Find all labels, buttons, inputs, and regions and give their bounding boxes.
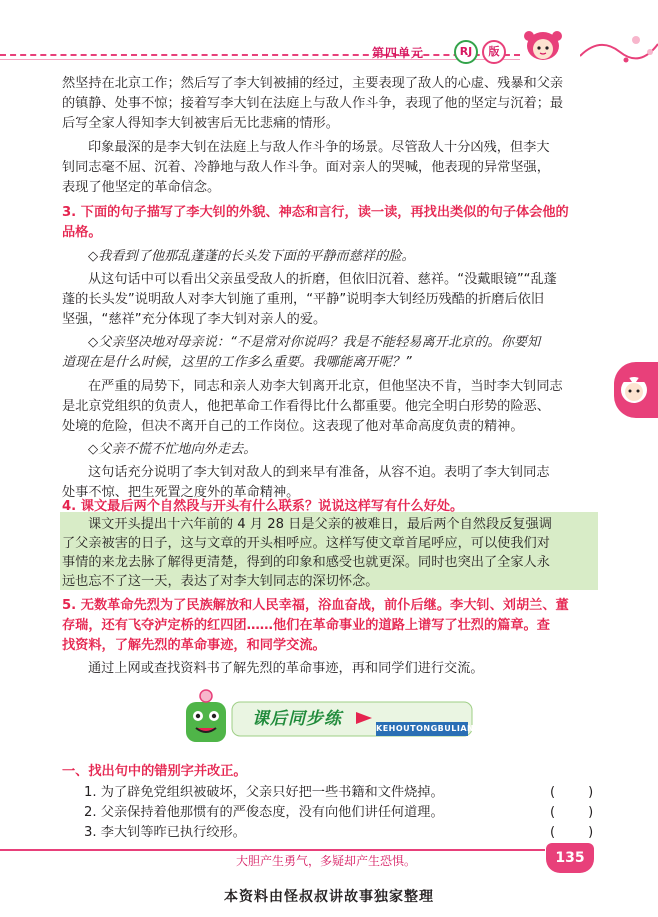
monster-mascot-icon [186,690,226,742]
text-line: 事情的来龙去脉了解得更清楚，得到的印象和感受也就更深。同时也突出了全家人永 [62,555,550,570]
girl-face-icon [614,362,658,418]
quote-sentence: ◇我看到了他那乱蓬蓬的长头发下面的平静而慈祥的脸。 [88,249,415,264]
answer-blank[interactable]: ( ) [550,785,594,800]
sync-practice-title: 课后同步练 [252,709,342,729]
question-5-title-cont: 找资料，了解先烈的革命事迹，和同学交流。 [62,638,326,653]
text-line: 然坚持在北京工作；然后写了李大钊被捕的经过，主要表现了敌人的心虚、残暴和父亲 [62,76,564,91]
text-line: 的镇静、处事不惊；接着写李大钊在法庭上与敌人作斗争，表现了他的坚定与沉着；最 [62,96,564,111]
text-line: 表现了他坚定的革命信念。 [62,180,221,195]
exercise-item: 3. 李大钊等昨已执行绞形。 [84,825,246,840]
text-line: 在严重的局势下，同志和亲人劝李大钊离开北京，但他坚决不肯，当时李大钊同志 [88,379,563,394]
unit-label: 第四单元 [372,46,425,60]
text-line: 从这句话中可以看出父亲虽受敌人的折磨，但依旧沉着、慈祥。“没戴眼镜”“乱蓬 [88,272,557,287]
text-line: 远也忘不了这一天，表达了对李大钊同志的深切怀念。 [62,574,379,589]
question-5-title-cont: 存瑞，还有飞夺泸定桥的红四团……他们在革命事业的道路上谱写了壮烈的篇章。查 [62,618,550,633]
question-3-title: 3. 下面的句子描写了李大钊的外貌、神态和言行，读一读，再找出类似的句子体会他的 [62,205,569,220]
quote-sentence: ◇父亲不慌不忙地向外走去。 [88,442,257,457]
girl-mascot-icon [515,22,571,68]
exercise-item: 2. 父亲保持着他那惯有的严俊态度，没有向他们讲任何道理。 [84,805,444,820]
text-line: 印象最深的是李大钊在法庭上与敌人作斗争的场景。尽管敌人十分凶残，但李大 [88,140,550,155]
question-3-title-cont: 品格。 [62,225,102,240]
header-rule [0,59,520,60]
text-line: 处境的危险，但决不离开自己的工作岗位。这表现了他对革命高度负责的精神。 [62,419,524,434]
exercise-title: 一、找出句中的错别字并改正。 [62,764,247,779]
text-line: 是北京党组织的负责人，他把革命工作看得比什么都重要。他完全明白形势的险恶、 [62,399,550,414]
text-line: 处事不惊、把生死置之度外的革命精神。 [62,485,300,500]
question-5-title: 5. 无数革命先烈为了民族解放和人民幸福，浴血奋战，前仆后继。李大钊、刘胡兰、董 [62,598,569,613]
footer-rule [0,849,545,851]
edition-badge-rj: RJ [454,40,478,64]
side-tab [614,362,658,418]
text-line: 这句话充分说明了李大钊对敌人的到来早有准备，从容不迫。表明了李大钊同志 [88,465,550,480]
header-dashed-line [0,54,520,56]
question-4-title: 4. 课文最后两个自然段与开头有什么联系？说说这样写有什么好处。 [62,499,464,514]
edition-badge-ban: 版 [482,40,506,64]
text-line: 了父亲被害的日子，这与文章的开头相呼应。这样写使文章首尾呼应，可以使我们对 [62,536,550,551]
source-note: 本资料由怪叔叔讲故事独家整理 [224,889,434,905]
text-line: 后写全家人得知李大钊被害后无比悲痛的情形。 [62,116,339,131]
footer-quote: 大胆产生勇气，多疑却产生恐惧。 [236,854,417,868]
text-line: 课文开头提出十六年前的 4 月 28 日是父亲的被难日，最后两个自然段反复强调 [88,517,552,532]
text-line: 钊同志毫不屈、沉着、冷静地与敌人作斗争。面对亲人的哭喊，他表现的异常坚强， [62,160,550,175]
quote-sentence-cont: 道现在是什么时候，这里的工作多么重要。我哪能离开呢？” [62,355,412,370]
quote-sentence: ◇父亲坚决地对母亲说：“不是常对你说吗？我是不能轻易离开北京的。你要知 [88,335,541,350]
text-line: 蓬的长头发”说明敌人对李大钊施了重刑，“平静”说明李大钊经历残酷的折磨后依旧 [62,292,545,307]
text-line: 通过上网或查找资料书了解先烈的革命事迹，再和同学们进行交流。 [88,661,484,676]
exercise-item: 1. 为了辟免党组织被破坏，父亲只好把一些书籍和文件烧掉。 [84,785,444,800]
ribbon-decoration-icon [580,30,658,70]
text-line: 坚强，“慈祥”充分体现了李大钊对亲人的爱。 [62,312,327,327]
answer-blank[interactable]: ( ) [550,825,594,840]
sync-practice-pinyin: KEHOUTONGBULIAN [376,722,468,736]
answer-blank[interactable]: ( ) [550,805,594,820]
page-number: 135 [546,843,594,873]
